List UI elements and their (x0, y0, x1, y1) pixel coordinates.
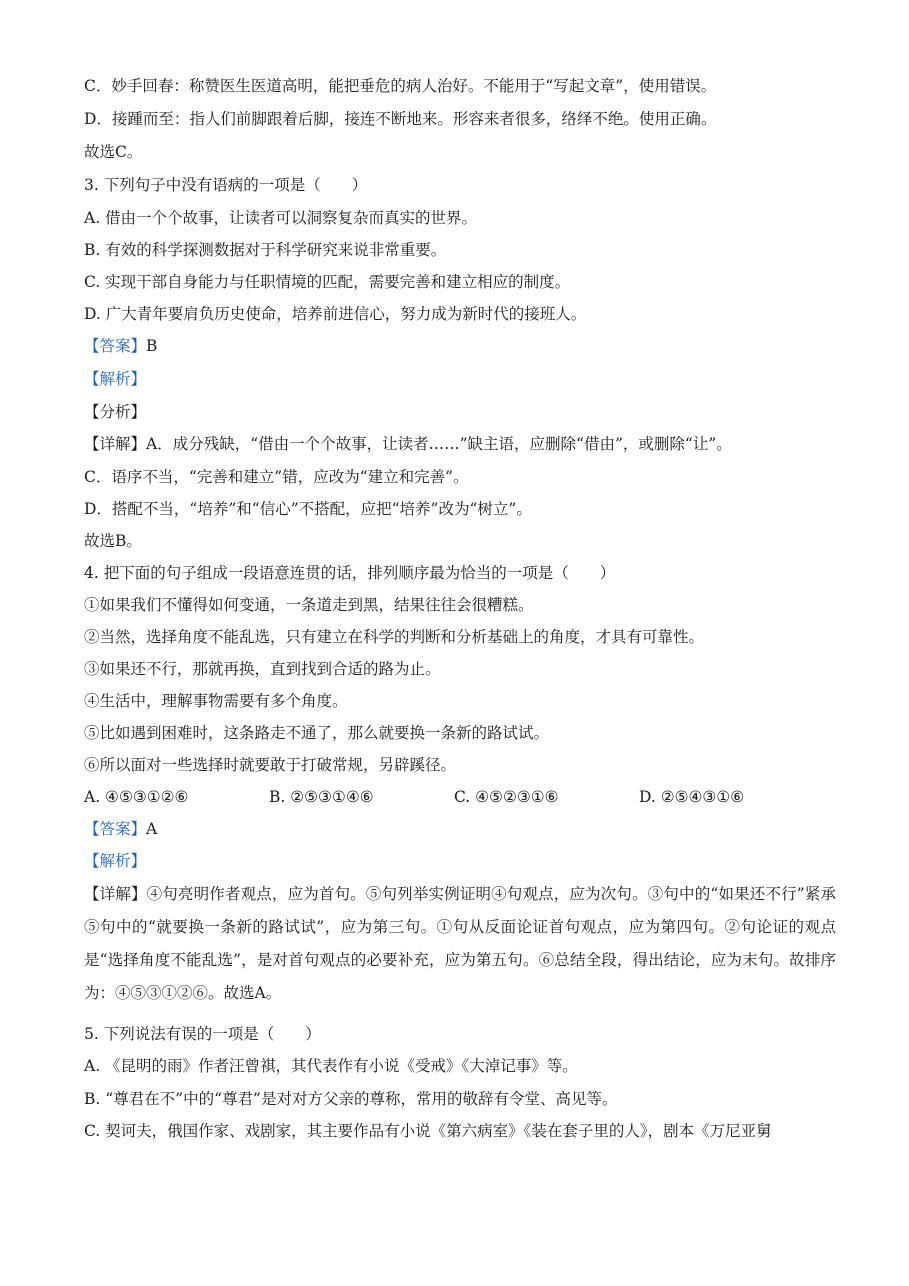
q3-fenxi-tag: 【分析】 (84, 403, 147, 421)
q4-sentence-2: ②当然，选择角度不能乱选，只有建立在科学的判断和分析基础上的角度，才具有可靠性。 (84, 628, 705, 646)
detail-tag: 【详解】 (84, 435, 147, 453)
q4-option-d: D. ②⑤④③①⑥ (639, 788, 745, 806)
answer-value: A (146, 820, 158, 838)
q3-option-c: C. 实现干部自身能力与任职情境的匹配，需要完善和建立相应的制度。 (84, 273, 571, 291)
q3-option-b: B. 有效的科学探测数据对于科学研究来说非常重要。 (84, 241, 447, 259)
q4-analysis-tag: 【解析】 (84, 852, 147, 870)
detail-tag: 【详解】 (84, 885, 147, 903)
q3-conclusion: 故选B。 (84, 532, 142, 550)
q4-stem: 4. 把下面的句子组成一段语意连贯的话，排列顺序最为恰当的一项是（ ） (84, 564, 616, 582)
q3-detail-a (84, 433, 844, 455)
q5-option-c: C. 契诃夫，俄国作家、戏剧家，其主要作品有小说《第六病室》《装在套子里的人》，剧本《万尼亚舅 (84, 1122, 772, 1140)
q4-option-b: B. ②⑤③①④⑥ (269, 788, 374, 806)
q3-stem: 3. 下列句子中没有语病的一项是（ ） (84, 176, 368, 194)
q3-analysis-tag: 【解析】 (84, 370, 147, 388)
q3-detail-c: C．语序不当，“完善和建立”错，应改为“建立和完善”。 (84, 468, 469, 486)
q4-option-a: A. ④⑤③①②⑥ (84, 788, 189, 806)
q5-option-b: B. “尊君在不”中的“尊君”是对对方父亲的尊称，常用的敬辞有令堂、高见等。 (84, 1090, 618, 1108)
q4-sentence-6: ⑥所以面对一些选择时就要敢于打破常规，另辟蹊径。 (84, 756, 457, 774)
q4-option-c: C. ④⑤②③①⑥ (454, 788, 559, 806)
detail-text: ④句亮明作者观点，应为首句。⑤句列举实例证明④句观点，应为次句。③句中的“如果还不行”紧承⑤句中的“就要换一条新的路试试”，应为第三句。①句从反面论证首句观点，应为第四句。②句论证的观点是“选择角度不能乱选”，是对首句观点的必要补充，应为第五句。⑥总结全段，得出结论，应为末句。故排序为：④⑤③①②⑥。故选A。 (84, 885, 836, 1002)
detail-text: A．成分残缺，“借由一个个故事，让读者……”缺主语，应删除“借由”，或删除“让”。 (146, 435, 732, 453)
q5-stem: 5. 下列说法有误的一项是（ ） (84, 1025, 321, 1043)
q3-option-a: A. 借由一个个故事，让读者可以洞察复杂而真实的世界。 (84, 209, 478, 227)
answer-tag: 【答案】 (84, 337, 147, 355)
q4-options (84, 786, 844, 808)
answer-tag: 【答案】 (84, 820, 147, 838)
q4-sentence-1: ①如果我们不懂得如何变通，一条道走到黑，结果往往会很糟糕。 (84, 596, 534, 614)
q2-conclusion: 故选C。 (84, 143, 143, 161)
q4-detail (84, 878, 836, 1010)
q2-option-c-explanation: C．妙手回春：称赞医生医道高明，能把垂危的病人治好。不能用于“写起文章”，使用错误。 (84, 77, 717, 95)
q4-sentence-3: ③如果还不行，那就再换，直到找到合适的路为止。 (84, 660, 441, 678)
answer-value: B (146, 337, 158, 355)
q3-option-d: D. 广大青年要肩负历史使命，培养前进信心，努力成为新时代的接班人。 (84, 305, 587, 323)
q5-option-a: A. 《昆明的雨》作者汪曾祺，其代表作有小说《受戒》《大淖记事》等。 (84, 1057, 578, 1075)
q4-answer (84, 818, 844, 840)
q4-sentence-4: ④生活中，理解事物需要有多个角度。 (84, 692, 348, 710)
q3-answer (84, 335, 844, 357)
q3-detail-d: D．搭配不当，“培养”和“信心”不搭配，应把“培养”改为“树立”。 (84, 500, 532, 518)
q4-sentence-5: ⑤比如遇到困难时，这条路走不通了，那么就要换一条新的路试试。 (84, 724, 550, 742)
q2-option-d-explanation: D．接踵而至：指人们前脚跟着后脚，接连不断地来。形容来者很多，络绎不绝。使用正确。 (84, 110, 717, 128)
